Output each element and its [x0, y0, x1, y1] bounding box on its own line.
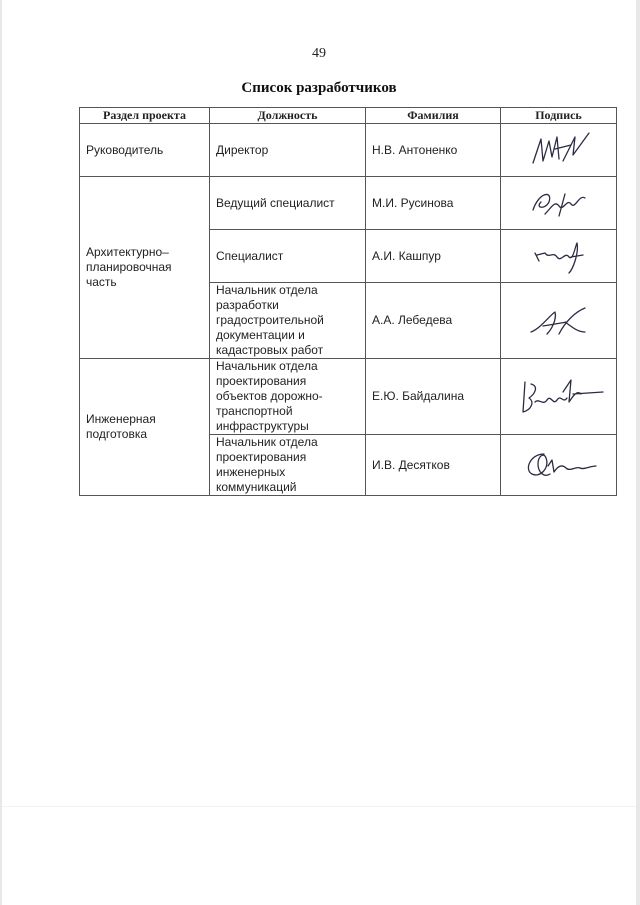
table-header-row: [80, 108, 617, 124]
position-cell: Директор: [210, 124, 366, 177]
signature-cell: [501, 359, 617, 435]
name-cell: И.В. Десятков: [366, 435, 501, 496]
name-cell: А.И. Кашпур: [366, 230, 501, 283]
header-position: Должность: [210, 108, 366, 124]
signature-cell: [501, 124, 617, 177]
name-cell: А.А. Лебедева: [366, 283, 501, 359]
signature-image: [519, 127, 599, 173]
header-signature: Подпись: [501, 108, 617, 124]
position-cell: Специалист: [210, 230, 366, 283]
name-cell: М.И. Русинова: [366, 177, 501, 230]
page-number: 49: [312, 46, 326, 61]
signature-image: [519, 180, 599, 226]
header-section: Раздел проекта: [80, 108, 210, 124]
section-cell: Архитектурно–планировочная часть: [80, 177, 210, 359]
signature-cell: [501, 283, 617, 359]
table-row: [80, 359, 617, 435]
signature-cell: [501, 177, 617, 230]
position-cell: Начальник отдела разработки градостроительной документации и кадастровых работ: [210, 283, 366, 359]
section-cell: Инженерная подготовка: [80, 359, 210, 496]
position-cell: Начальник отдела проектирования инженерных коммуникаций: [210, 435, 366, 496]
table-row: [80, 177, 617, 230]
page-title: Список разработчиков: [241, 80, 397, 96]
table-row: [80, 124, 617, 177]
signature-cell: [501, 435, 617, 496]
signature-image: [511, 372, 607, 422]
signature-cell: [501, 230, 617, 283]
signature-image: [514, 442, 604, 488]
document-page: [2, 0, 636, 905]
position-cell: Ведущий специалист: [210, 177, 366, 230]
section-cell: Руководитель: [80, 124, 210, 177]
position-cell: Начальник отдела проектирования объектов дорожно-транспортной инфраструктуры: [210, 359, 366, 435]
header-name: Фамилия: [366, 108, 501, 124]
developers-table: [79, 107, 617, 496]
signature-image: [519, 233, 599, 279]
name-cell: Е.Ю. Байдалина: [366, 359, 501, 435]
name-cell: Н.В. Антоненко: [366, 124, 501, 177]
divider: [2, 806, 636, 807]
signature-image: [519, 298, 599, 344]
